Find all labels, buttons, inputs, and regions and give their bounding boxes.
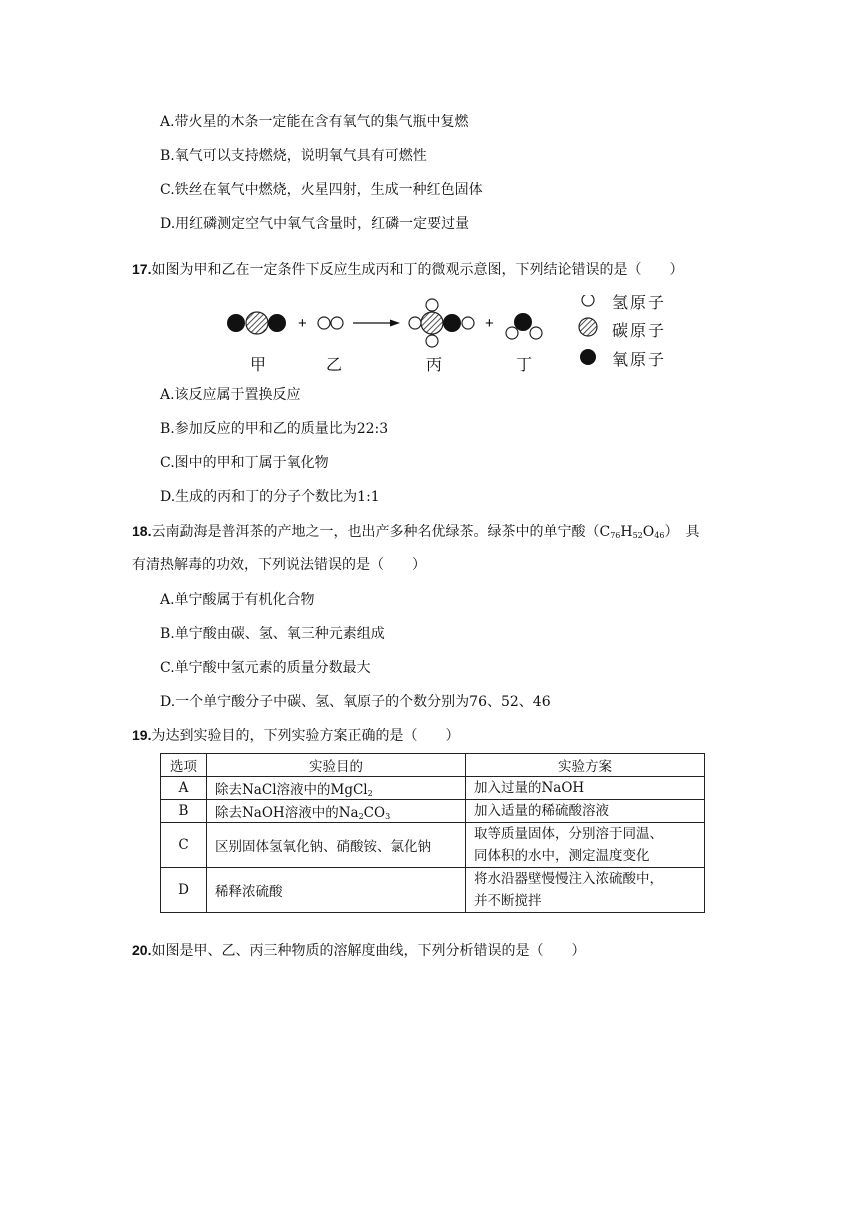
q18-option-b: B.单宁酸由碳、氢、氧三种元素组成 (160, 626, 385, 642)
table-header-row (161, 754, 705, 777)
cell-purpose (207, 800, 466, 823)
q18-stem-after: ） 具 (664, 524, 700, 540)
q18-stem-before: 云南勐海是普洱茶的产地之一，也出产多种名优绿茶。绿茶中的单宁酸（ (151, 524, 600, 540)
cell-option: C (161, 823, 207, 868)
plan-line-1: 将水沿器壁慢慢注入浓硫酸中， (474, 871, 663, 887)
legend-carbon-label: 碳原子 (612, 321, 667, 340)
q17-option-b: B.参加反应的甲和乙的质量比为22:3 (160, 421, 389, 437)
cell-option: D (161, 868, 207, 913)
purpose-subscript-2: 3 (385, 812, 391, 821)
legend-hydrogen-label: 氢原子 (612, 293, 667, 312)
plan-line-2: 并不断搅拌 (474, 893, 542, 909)
plus-sign-1: + (298, 315, 307, 332)
q19-stem-text: 为达到实验目的，下列实验方案正确的是（ ） (151, 728, 460, 744)
experiment-table (160, 753, 705, 913)
q18-number: 18. (132, 523, 152, 539)
cell-purpose: 区别固体氢氧化钠、硝酸铵、氯化钠 (207, 823, 466, 868)
cell-plan: 加入适量的稀硫酸溶液 (466, 800, 705, 823)
formula-h-count: 52 (632, 531, 643, 540)
table-row (161, 868, 705, 913)
q20-number: 20. (132, 942, 152, 958)
cell-plan: 加入过量的NaOH (466, 777, 705, 800)
formula-h: H (620, 524, 633, 540)
cell-purpose: 稀释浓硫酸 (207, 868, 466, 913)
formula-o: O (642, 524, 655, 540)
q16-option-c: C.铁丝在氧气中燃烧，火星四射，生成一种红色固体 (160, 182, 483, 198)
purpose-subscript: 2 (367, 789, 373, 798)
molecule-jia-co2 (227, 312, 286, 334)
q16-option-d: D.用红磷测定空气中氧气含量时，红磷一定要过量 (160, 216, 470, 232)
q18-stem (132, 522, 699, 545)
q20-stem-text: 如图是甲、乙、丙三种物质的溶解度曲线，下列分析错误的是（ ） (151, 943, 586, 959)
label-bing: 丙 (426, 355, 443, 374)
header-purpose: 实验目的 (207, 754, 466, 777)
cell-plan (466, 823, 705, 868)
q17-option-a: A.该反应属于置换反应 (160, 387, 301, 403)
table-row (161, 800, 705, 823)
q18-option-d: D.一个单宁酸分子中碳、氢、氧原子的个数分别为76、52、46 (160, 694, 551, 710)
legend-hydrogen-symbol (582, 295, 594, 306)
header-option: 选项 (161, 754, 207, 777)
purpose-text-post: CO (363, 805, 386, 821)
q19-number: 19. (132, 727, 152, 743)
cell-plan (466, 868, 705, 913)
q18-stem-line2: 有清热解毒的功效，下列说法错误的是（ ） (132, 557, 426, 573)
legend-oxygen-label: 氧原子 (612, 350, 667, 369)
molecule-yi-h2 (318, 317, 343, 329)
q18-formula (599, 524, 664, 540)
q16-option-a: A.带火星的木条一定能在含有氧气的集气瓶中复燃 (160, 114, 469, 130)
q18-option-c: C.单宁酸中氢元素的质量分数最大 (160, 660, 371, 676)
purpose-subscript: 2 (358, 812, 364, 821)
header-plan: 实验方案 (466, 754, 705, 777)
cell-option: A (161, 777, 207, 800)
reaction-arrow (353, 320, 400, 327)
legend-oxygen-symbol (580, 349, 596, 365)
purpose-text: 除去NaCl溶液中的MgCl (215, 782, 368, 798)
purpose-text: 除去NaOH溶液中的Na (215, 805, 359, 821)
molecule-diagram-svg (220, 295, 680, 380)
plan-line-2: 同体积的水中，测定温度变化 (474, 848, 650, 864)
q17-number: 17. (132, 261, 152, 277)
q16-option-b: B.氧气可以支持燃烧，说明氧气具有可燃性 (160, 148, 427, 164)
molecule-bing-ch3oh (409, 299, 474, 347)
formula-c-count: 76 (610, 531, 621, 540)
q20-stem (132, 941, 585, 960)
q17-option-c: C.图中的甲和丁属于氧化物 (160, 455, 329, 471)
q19-stem (132, 726, 459, 745)
molecule-ding-h2o (506, 313, 542, 339)
cell-option: B (161, 800, 207, 823)
q17-stem-text: 如图为甲和乙在一定条件下反应生成丙和丁的微观示意图，下列结论错误的是（ ） (151, 262, 684, 278)
label-ding: 丁 (516, 355, 533, 374)
q18-option-a: A.单宁酸属于有机化合物 (160, 592, 315, 608)
table-row (161, 777, 705, 800)
plus-sign-2: + (485, 315, 494, 332)
plan-line-1: 取等质量固体，分别溶于同温、 (474, 826, 663, 842)
formula-c: C (599, 524, 611, 540)
reaction-diagram (220, 295, 680, 384)
table-row (161, 823, 705, 868)
formula-o-count: 46 (654, 531, 665, 540)
label-yi: 乙 (326, 355, 343, 374)
label-jia: 甲 (250, 355, 267, 374)
q17-option-d: D.生成的丙和丁的分子个数比为1:1 (160, 489, 380, 505)
cell-purpose (207, 777, 466, 800)
legend-carbon-symbol (579, 318, 597, 336)
q17-stem (132, 260, 683, 279)
